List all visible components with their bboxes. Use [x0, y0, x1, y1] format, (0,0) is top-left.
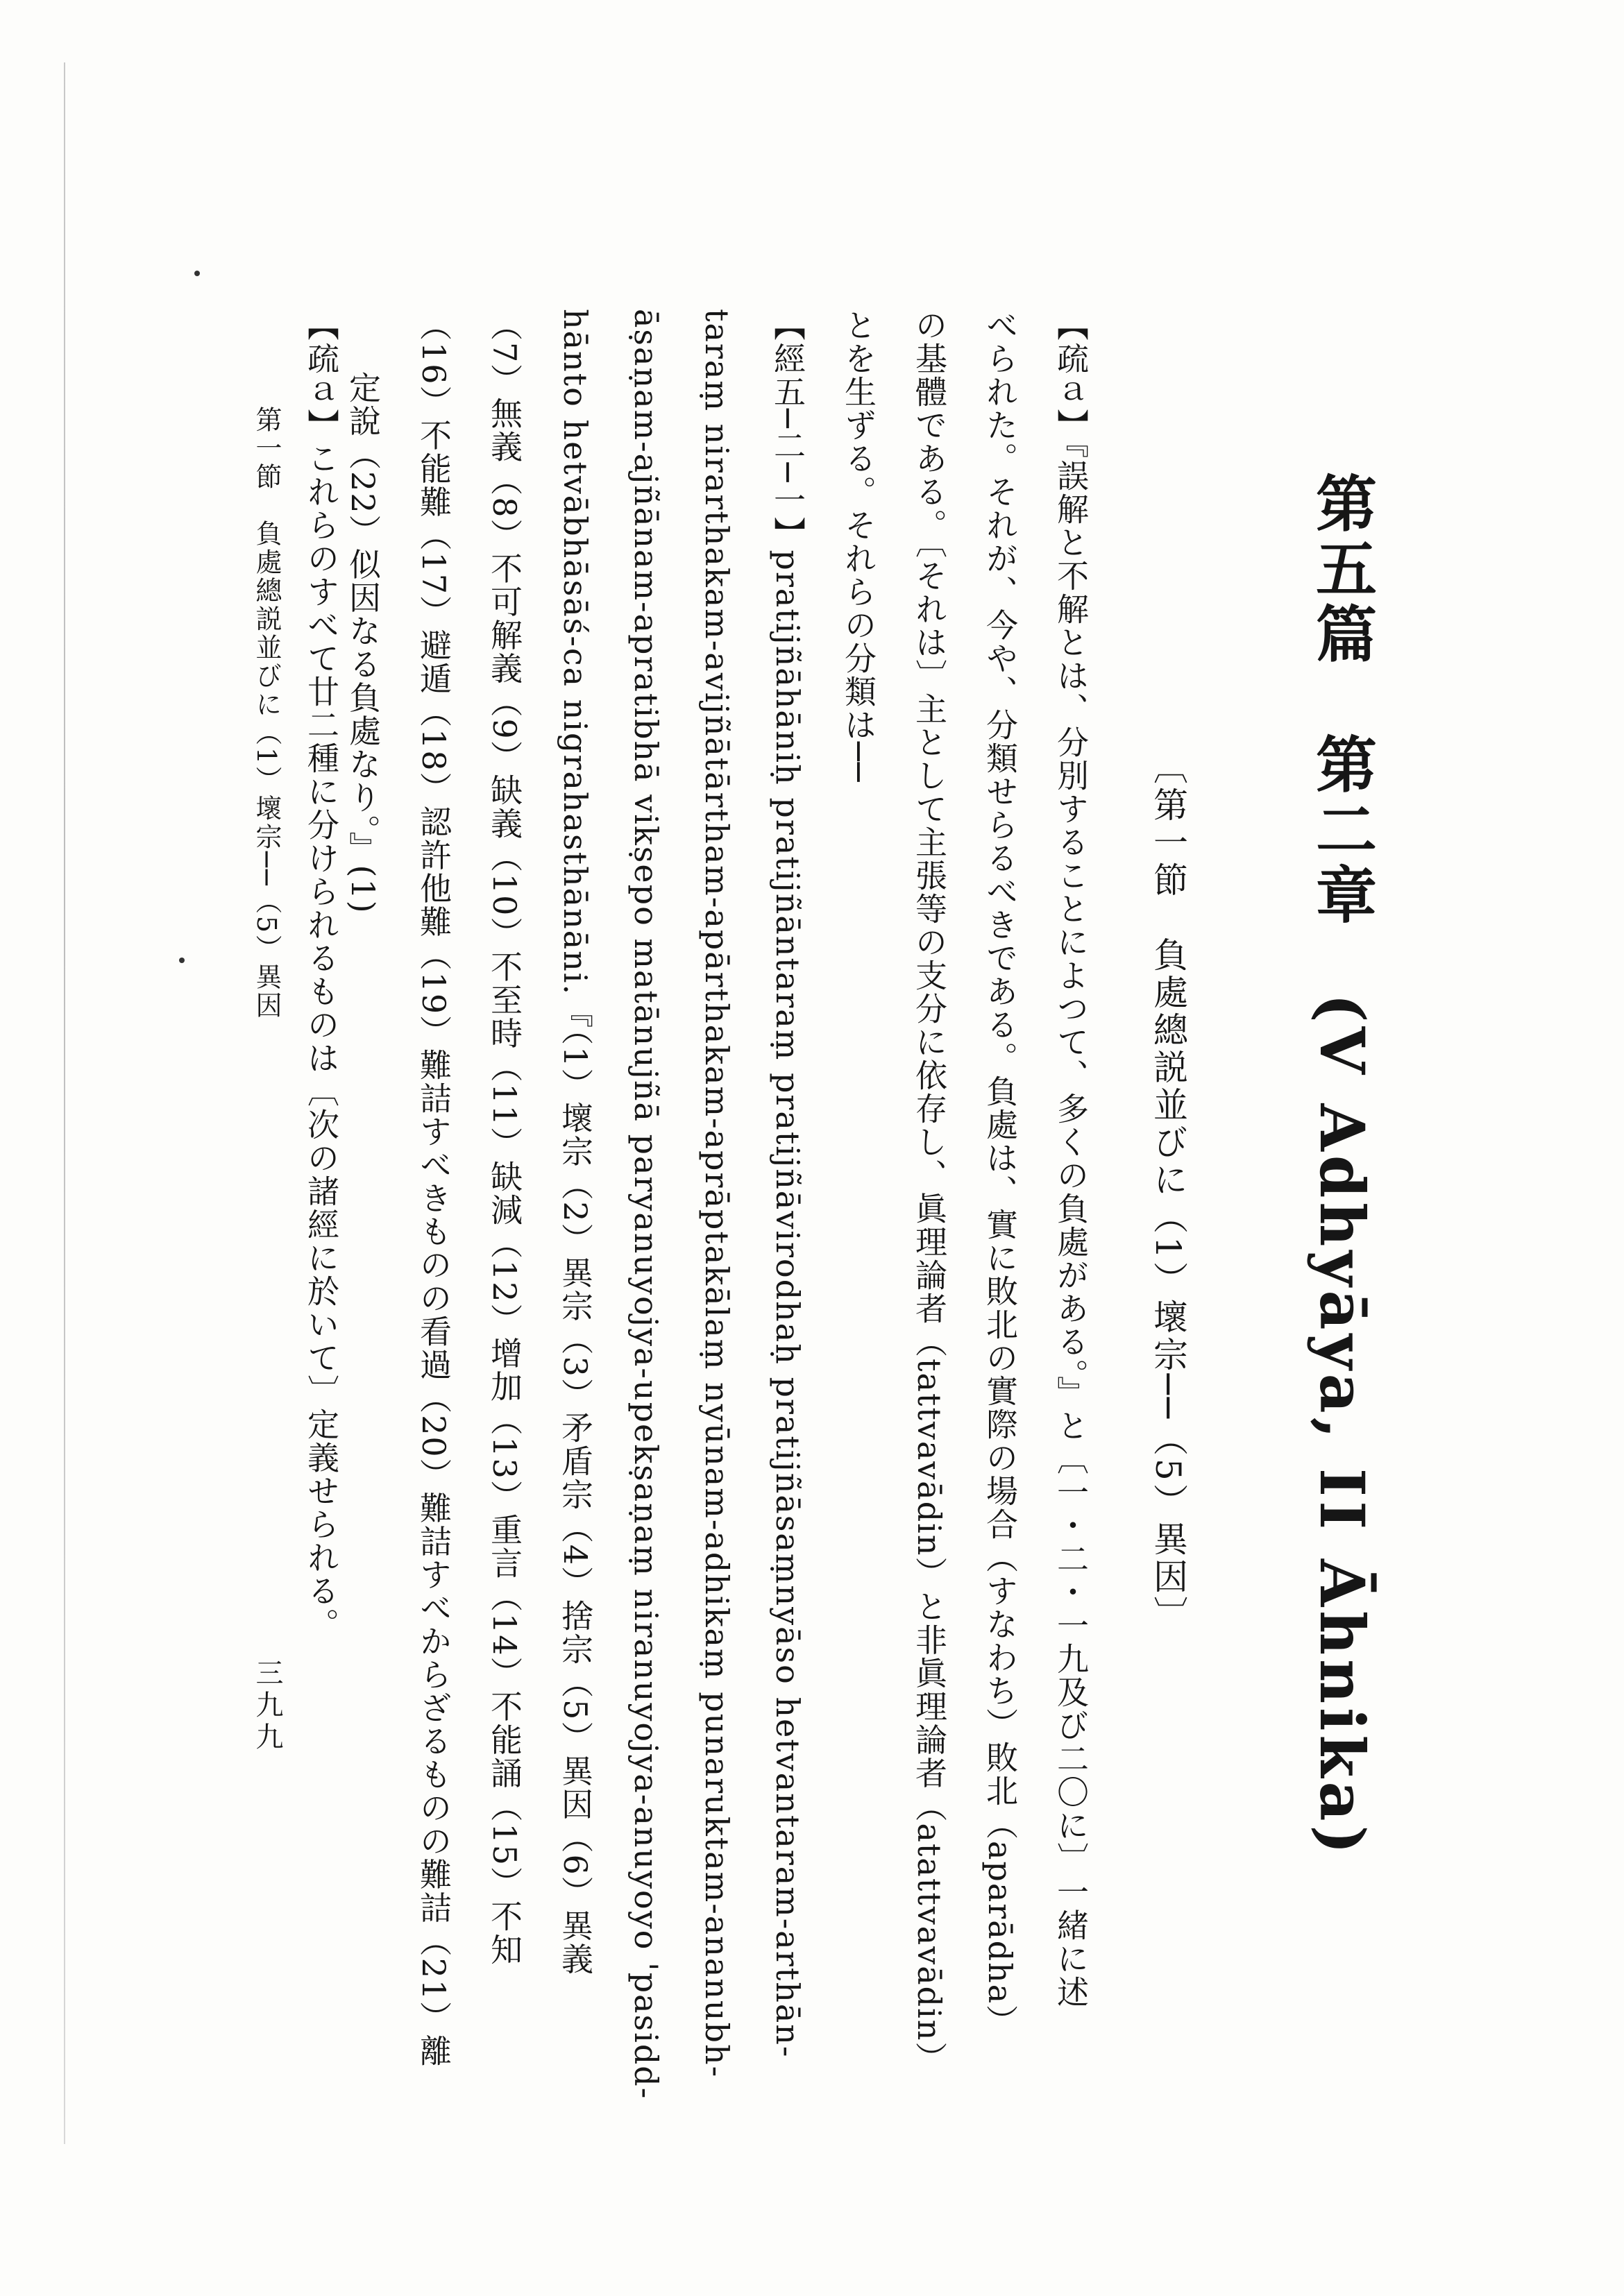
page-number: 三九九	[251, 1658, 283, 1754]
sutra-line: 【經五─二─一】pratijñāhāniḥ pratijñāntaraṃ pratijñāvirodhaḥ pratijñāsaṃnyāso hetvantaram-arthān-	[769, 309, 806, 2059]
sutra-line: hānto hetvābhāsāś-ca nigrahasthānāni.『（1）壞宗（2）異宗（3）矛盾宗（4）捨宗（5）異因（6）異義	[557, 309, 594, 1976]
scan-speck	[194, 271, 200, 276]
sutra-line: āṣaṇam-ajñānam-apratibhā vikṣepo matānujñā paryanuyojya-upekṣaṇaṃ niranuyojya-anuyoyo 'pasidd-	[627, 309, 665, 2100]
body-line: べられた。それが、今や、分類せらるべきである。負處は、實に敗北の實際の場合（すなわち）敗北（aparādha）	[981, 309, 1019, 2039]
body-line: 【疏ａ】『誤解と不解とは、分別することによつて、多くの負處がある。』と〔一・二・一九及び二〇に〕一緒に述	[1052, 309, 1090, 2009]
sutra-line: （7）無義（8）不可解義（9）缺義（10）不至時（11）缺減（12）增加（13）重言（14）不能誦（15）不知	[486, 309, 523, 1966]
body-line: とを生ずる。それらの分類は──	[840, 309, 877, 783]
section-title: 〔第一節 負處總説並びに（1）壞宗──（5）異因〕	[1148, 749, 1188, 1633]
binding-gutter-line	[64, 62, 65, 2144]
running-head: 第一節 負處總説並びに（1）壞宗──（5）異因	[251, 406, 282, 1021]
body-line: の基體である。〔それは〕主として主張等の支分に依存し、眞理論者（tattvavādin）と非眞理論者（atattvavādin）	[911, 309, 948, 2075]
sutra-line: taraṃ nirarthakam-avijñātārtham-apārthakam-aprāptakālaṃ nyūnam-adhikaṃ punaruktam-ananubh-	[698, 309, 736, 2079]
chapter-title: 第五篇 第二章 (V Adhyāya, II Āhnika)	[1306, 472, 1378, 1859]
sutra-line: （16）不能難（17）避遁（18）認許他難（19）難詰すべきものの看過（20）難詰すべからざるものの難詰（21）離	[415, 309, 452, 2068]
body-line: 【疏ａ】これらのすべて廿二種に分けられるものは〔次の諸經に於いて〕定義せられる。	[303, 309, 340, 1641]
sutra-line: 定說（22）似因なる負處なり。』(1)	[344, 371, 382, 915]
scan-speck	[179, 958, 185, 963]
